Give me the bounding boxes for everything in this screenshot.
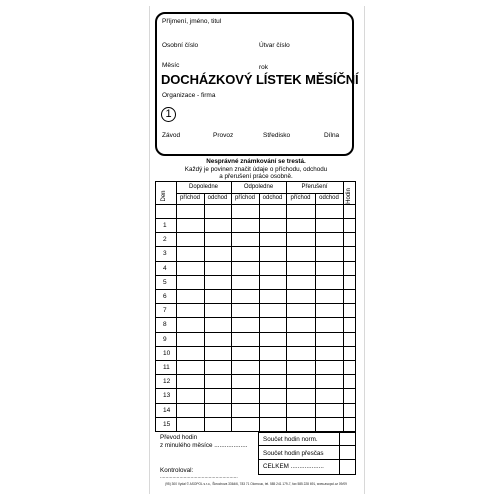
table-row-line xyxy=(155,346,356,347)
subcol-arrival-1: příchod xyxy=(179,195,200,201)
table-row-line xyxy=(155,246,356,247)
table-row-line xyxy=(155,261,356,262)
location-label-plant: Závod xyxy=(162,132,181,139)
day-number: 9 xyxy=(163,335,167,343)
table-header-line xyxy=(155,204,356,205)
table-group-line xyxy=(176,193,343,194)
day-number: 5 xyxy=(163,278,167,286)
name-label: Příjmení, jméno, titul xyxy=(162,18,222,25)
day-number: 13 xyxy=(163,392,171,400)
table-row-line xyxy=(155,360,356,361)
notice-warning: Nesprávné známkování se trestá. xyxy=(206,158,306,165)
day-number: 8 xyxy=(163,321,167,329)
day-number: 15 xyxy=(163,420,171,428)
table-subcol-divider xyxy=(259,193,260,432)
total-label: CELKEM ................... xyxy=(263,463,324,470)
table-row-line xyxy=(155,289,356,290)
day-number: 12 xyxy=(163,378,171,386)
day-number: 7 xyxy=(163,307,167,315)
notice-line-2: Každý je povinen značit údaje o příchodu, odchodu xyxy=(184,165,328,173)
group-header-break: Přerušení xyxy=(301,184,328,190)
location-label-workshop: Dílna xyxy=(324,132,340,139)
day-number: 11 xyxy=(163,364,170,371)
overtime-hours-label: Součet hodin přesčas xyxy=(263,450,324,457)
department-number-label: Útvar číslo xyxy=(259,42,290,49)
subcol-arrival-3: příchod xyxy=(290,195,311,201)
table-row-line xyxy=(155,403,356,404)
table-subcol-divider xyxy=(315,193,316,432)
checked-signature-line: ........................................................ xyxy=(160,474,238,480)
group-header-morning: Dopoledne xyxy=(188,184,219,190)
day-number: 10 xyxy=(163,349,171,357)
hours-column-header: Hodin xyxy=(346,188,352,204)
day-number: 1 xyxy=(163,222,167,229)
table-row-line xyxy=(155,388,356,389)
subcol-departure-1: odchod xyxy=(207,195,228,201)
transfer-label-2: z minulého měsíce ................... xyxy=(160,442,248,449)
table-row-line xyxy=(155,275,356,276)
day-number: 2 xyxy=(163,236,167,244)
day-column-header: Den xyxy=(161,190,167,202)
transfer-label-1: Převod hodin xyxy=(160,434,198,441)
personal-number-label: Osobní číslo xyxy=(162,42,199,49)
table-subcol-divider xyxy=(204,193,205,432)
organization-label: Organizace - firma xyxy=(162,92,216,99)
day-number: 14 xyxy=(163,406,171,414)
table-row-line xyxy=(155,232,356,233)
table-row-line xyxy=(155,374,356,375)
table-row-line xyxy=(155,332,356,333)
day-number: 3 xyxy=(163,250,167,258)
group-header-afternoon: Odpoledne xyxy=(243,184,274,190)
publisher-footer: (95) 300 Vydal © ASOPOL s.r.o., Škrochova 3364/6, 783 71 Olomouc, tel. 585 241 179-7, fax 585 228 691, www.asopol.cz 09/09 xyxy=(165,482,347,486)
copy-number-badge: 1 xyxy=(161,107,176,122)
location-label-operation: Provoz xyxy=(213,132,234,139)
year-label: rok xyxy=(259,64,269,71)
notice-line-3: a přerušení práce osobně. xyxy=(219,173,293,180)
normal-hours-label: Součet hodin norm. xyxy=(263,436,318,443)
table-row-line xyxy=(155,303,356,304)
subcol-departure-2: odchod xyxy=(262,195,283,201)
day-number: 6 xyxy=(163,293,167,300)
subcol-departure-3: odchod xyxy=(319,195,339,201)
table-row-line xyxy=(155,317,356,318)
day-number: 4 xyxy=(163,264,167,272)
month-label: Měsíc xyxy=(162,62,180,69)
table-row-line xyxy=(155,218,356,219)
table-row-line xyxy=(155,417,356,418)
checked-label: Kontroloval: xyxy=(160,467,194,474)
location-label-center: Středisko xyxy=(263,132,291,139)
subcol-arrival-2: příchod xyxy=(234,195,255,201)
page-title: DOCHÁZKOVÝ LÍSTEK MĚSÍČNÍ xyxy=(161,72,359,87)
